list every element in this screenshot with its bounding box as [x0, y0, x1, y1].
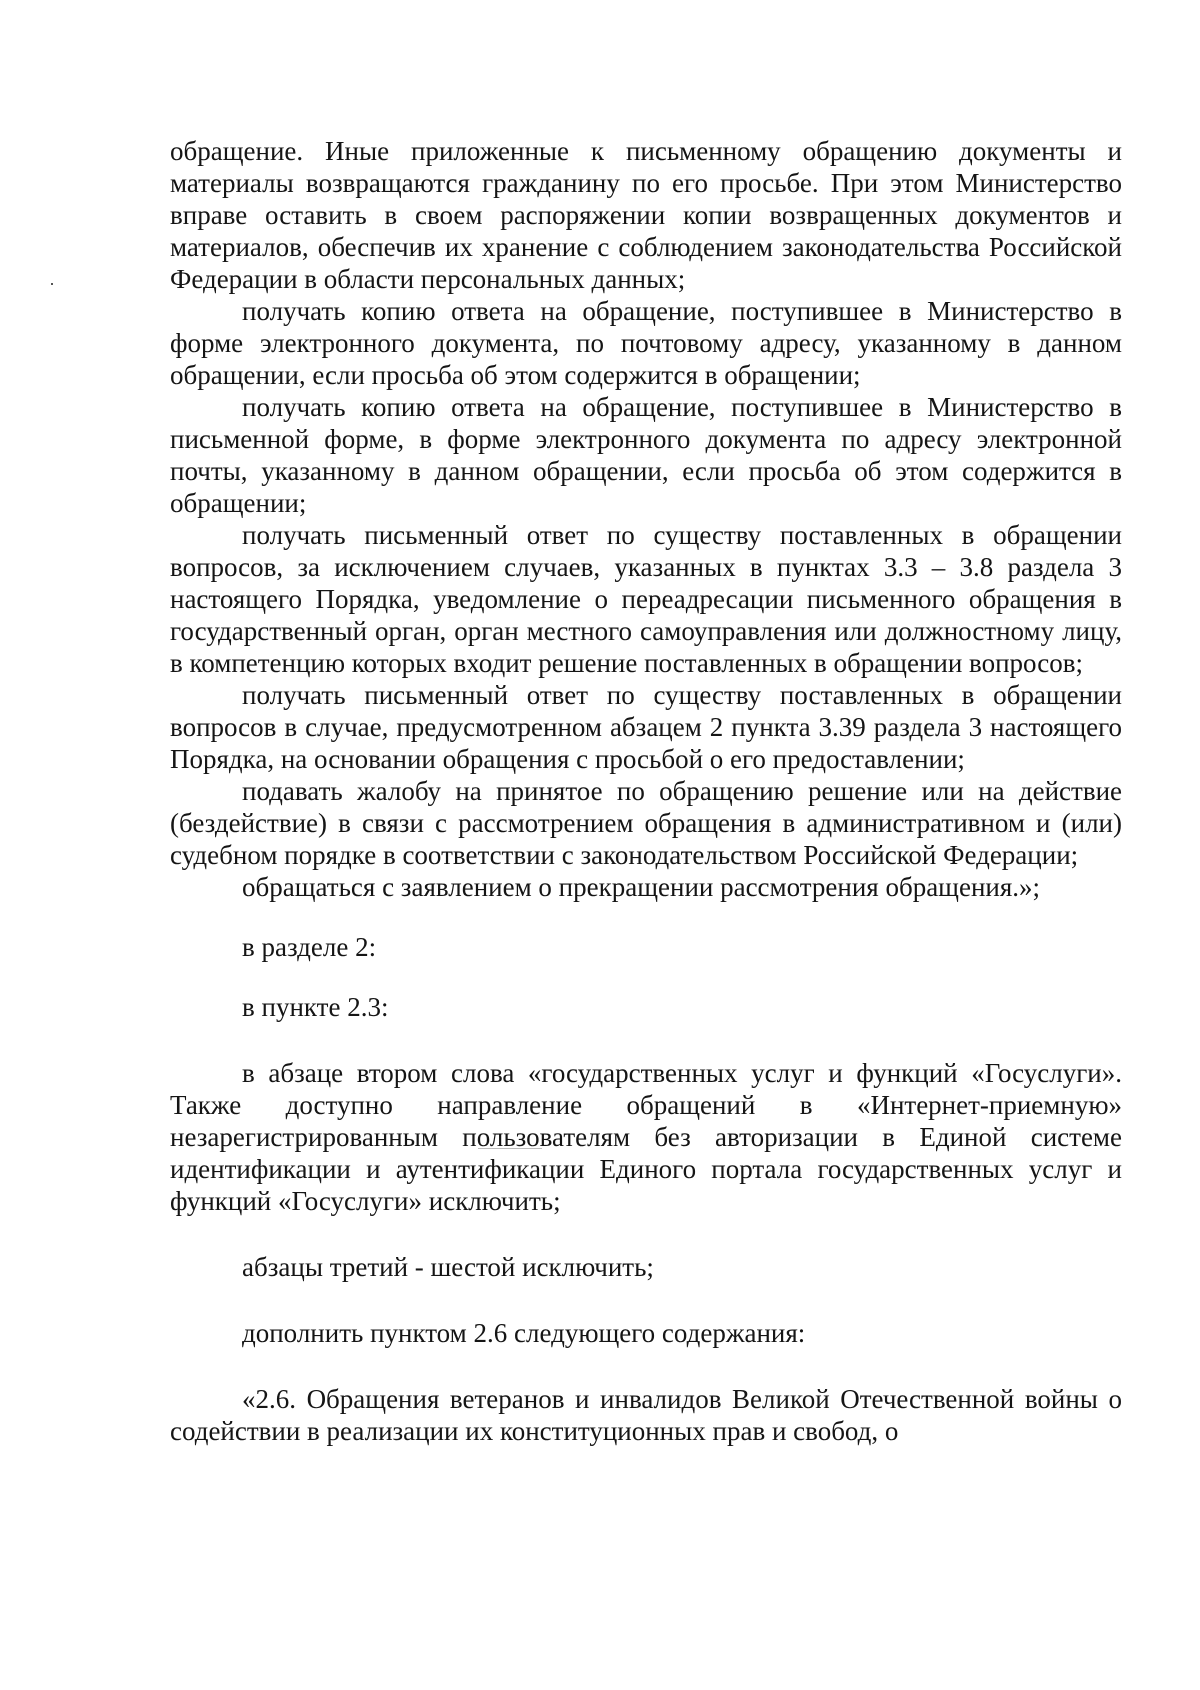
- paragraph-right-copy-email: получать копию ответа на обращение, поступившее в Министерство в письменной форме, в форме электронного документа по адресу электронной почты, указанному в данном обращении, если просьба об этом содержится в обращении;: [170, 392, 1122, 518]
- paragraph-point-2-3: в пункте 2.3:: [242, 992, 389, 1022]
- paragraph-continuation: обращение. Иные приложенные к письменному обращению документы и материалы возвращаются гражданину по его просьбе. При этом Министерство вправе оставить в своем распоряжении копии возвращенных документов и материалов, обеспечив их хранение с соблюдением законодательства Российской Федерации в области персональных данных;: [170, 136, 1122, 294]
- paragraph-section-2: в разделе 2:: [242, 932, 377, 962]
- document-body: [170, 135, 1122, 1447]
- paragraph-right-answer-case: получать письменный ответ по существу поставленных в обращении вопросов в случае, предусмотренном абзацем 2 пункта 3.39 раздела 3 настоящего Порядка, на основании обращения с просьбой о его предоставлении;: [170, 680, 1122, 774]
- paragraph-right-complaint: подавать жалобу на принятое по обращению решение или на действие (бездействие) в связи с рассмотрением обращения в административном и (или) судебном порядке в соответствии с законодательством Российской Федерации;: [170, 776, 1122, 870]
- paragraph-second-abzac: в абзаце втором слова «государственных услуг и функций «Госуслуги». Также доступно направление обращений в «Интернет-приемную» незарегистрированным пользователям без авторизации в Единой системе идентификации и аутентификации Единого портала государственных услуг и функций «Госуслуги» исключить;: [170, 1058, 1122, 1216]
- paragraph-abzac-3-6: абзацы третий - шестой исключить;: [242, 1252, 654, 1282]
- scan-artifact-dot: [51, 283, 53, 285]
- paragraph-right-stop-review: обращаться с заявлением о прекращении рассмотрения обращения.»;: [242, 872, 1041, 902]
- paragraph-right-copy-postal: получать копию ответа на обращение, поступившее в Министерство в форме электронного документа, по почтовому адресу, указанному в данном обращении, если просьба об этом содержится в обращении;: [170, 296, 1122, 390]
- paragraph-add-point-2-6: дополнить пунктом 2.6 следующего содержания:: [242, 1318, 806, 1348]
- paragraph-point-2-6: «2.6. Обращения ветеранов и инвалидов Великой Отечественной войны о содействии в реализации их конституционных прав и свобод, о: [170, 1384, 1122, 1446]
- paragraph-right-written-answer: получать письменный ответ по существу поставленных в обращении вопросов, за исключением случаев, указанных в пунктах 3.3 – 3.8 раздела 3 настоящего Порядка, уведомление о переадресации письменного обращения в государственный орган, орган местного самоуправления или должностному лицу, в компетенцию которых входит решение поставленных в обращении вопросов;: [170, 520, 1122, 678]
